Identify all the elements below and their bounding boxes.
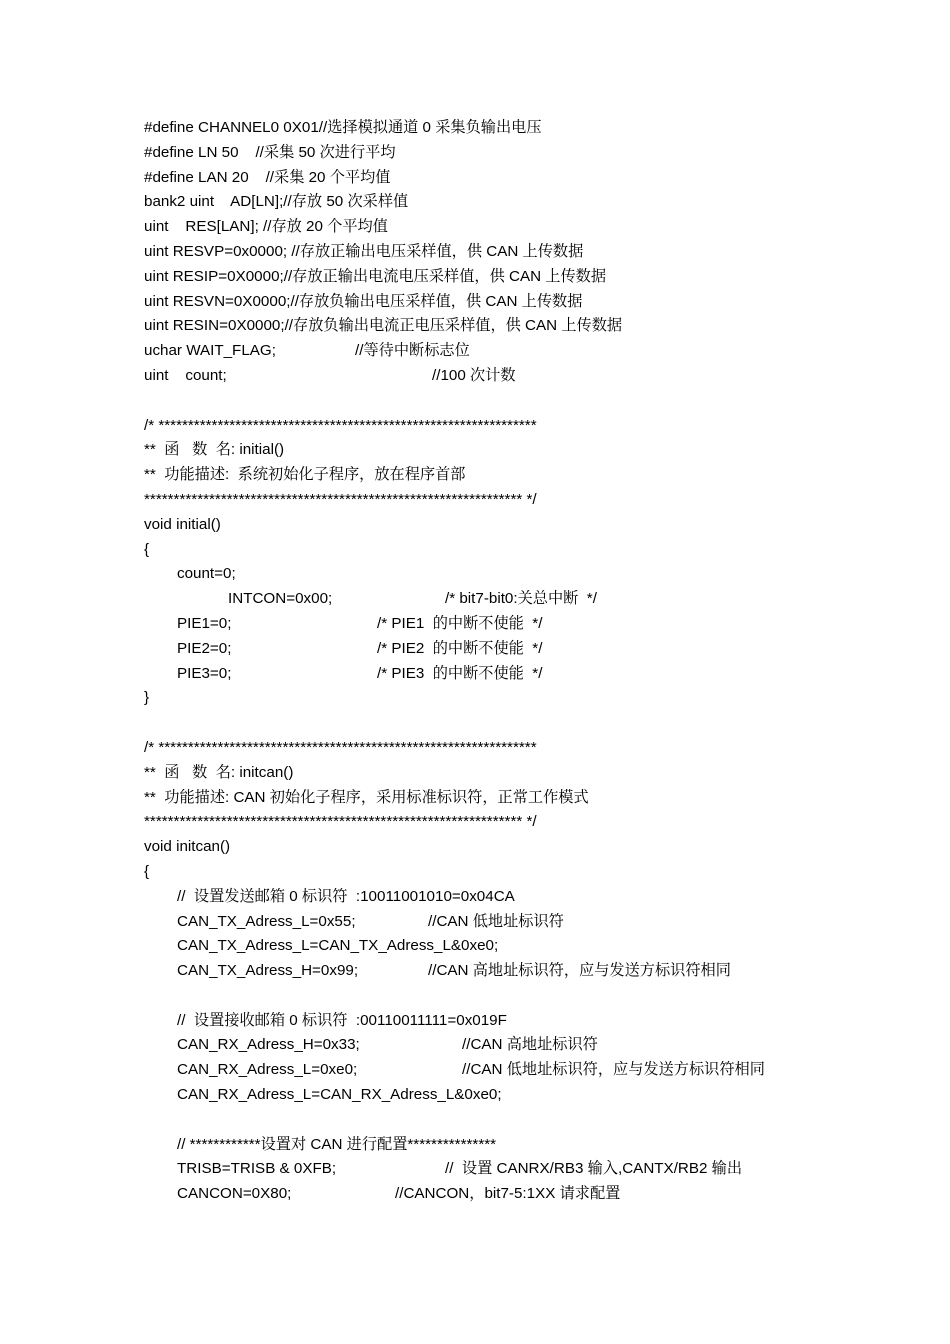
code-line — [144, 265, 924, 290]
code-line — [144, 885, 924, 910]
code-line — [144, 562, 924, 587]
code-line — [144, 1133, 924, 1158]
code-line — [144, 810, 924, 835]
code-text: CAN_TX_Adress_H=0x99; — [177, 962, 359, 980]
code-line — [144, 463, 924, 488]
code-line — [144, 711, 924, 736]
code-line — [144, 637, 924, 662]
code-comment: //CAN 高地址标识符 — [462, 1036, 598, 1054]
code-comment: //CANCON，bit7-5:1XX 请求配置 — [395, 1185, 621, 1203]
code-text: CAN_TX_Adress_L=0x55; — [177, 912, 356, 930]
code-text: #define LN 50 //采集 50 次进行平均 — [144, 143, 396, 161]
code-text: uint count; — [144, 366, 227, 384]
code-text: // 设置发送邮箱 0 标识符 :10011001010=0x04CA — [177, 887, 515, 905]
code-line — [144, 339, 924, 364]
code-comment: //CAN 高地址标识符，应与发送方标识符相同 — [428, 962, 731, 980]
code-line — [144, 488, 924, 513]
code-text: PIE3=0; — [177, 664, 232, 682]
code-text: CAN_TX_Adress_L=CAN_TX_Adress_L&0xe0; — [177, 937, 499, 955]
code-line — [144, 190, 924, 215]
code-text: uint RES[LAN]; //存放 20 个平均值 — [144, 218, 388, 236]
code-line — [144, 141, 924, 166]
code-comment: //CAN 低地址标识符 — [428, 912, 564, 930]
code-text: CAN_RX_Adress_L=CAN_RX_Adress_L&0xe0; — [177, 1086, 502, 1104]
code-line — [144, 290, 924, 315]
code-comment: /* PIE1 的中断不使能 */ — [377, 614, 543, 632]
code-comment: //100 次计数 — [432, 366, 516, 384]
code-text: uint RESIN=0X0000;//存放负输出电流正电压采样值，供 CAN 上传数据 — [144, 317, 623, 335]
code-line — [144, 860, 924, 885]
code-line — [144, 736, 924, 761]
code-text: /* **************************************************************** — [144, 416, 537, 434]
code-text: ** 函 数 名: initial() — [144, 441, 285, 459]
code-text: #define CHANNEL0 0X01//选择模拟通道 0 采集负输出电压 — [144, 119, 542, 136]
code-text: { — [144, 540, 150, 558]
code-text: #define LAN 20 //采集 20 个平均值 — [144, 168, 391, 186]
code-line — [144, 1182, 924, 1207]
code-line — [144, 1157, 924, 1182]
code-line — [144, 166, 924, 191]
code-text: /* **************************************************************** — [144, 738, 537, 756]
code-line — [144, 438, 924, 463]
code-comment: //等待中断标志位 — [355, 342, 470, 360]
code-line — [144, 240, 924, 265]
code-text: PIE1=0; — [177, 614, 232, 632]
code-line — [144, 116, 924, 141]
code-line — [144, 513, 924, 538]
code-line — [144, 910, 924, 935]
code-line — [144, 959, 924, 984]
code-text: **************************************************************** */ — [144, 813, 537, 831]
code-text: void initial() — [144, 515, 221, 533]
code-line — [144, 1083, 924, 1108]
code-text: void initcan() — [144, 838, 231, 856]
code-text: ** 功能描述: CAN 初始化子程序，采用标准标识符，正常工作模式 — [144, 788, 589, 806]
code-line — [144, 389, 924, 414]
code-line — [144, 612, 924, 637]
code-text: bank2 uint AD[LN];//存放 50 次采样值 — [144, 193, 409, 211]
code-text: INTCON=0x00; — [228, 590, 333, 608]
code-text: PIE2=0; — [177, 639, 232, 657]
code-text: uchar WAIT_FLAG; — [144, 342, 276, 360]
code-comment: //CAN 低地址标识符，应与发送方标识符相同 — [462, 1061, 765, 1079]
code-line — [144, 1058, 924, 1083]
code-text: { — [144, 862, 150, 880]
code-line — [144, 786, 924, 811]
code-text: } — [144, 689, 150, 707]
code-text: uint RESIP=0X0000;//存放正输出电流电压采样值，供 CAN 上传数据 — [144, 267, 607, 285]
code-line — [144, 984, 924, 1009]
code-text: count=0; — [177, 565, 236, 583]
code-line — [144, 587, 924, 612]
code-line — [144, 662, 924, 687]
code-text: CAN_RX_Adress_L=0xe0; — [177, 1061, 358, 1079]
code-text: **************************************************************** */ — [144, 490, 537, 508]
code-line — [144, 761, 924, 786]
code-text: ** 功能描述: 系统初始化子程序，放在程序首部 — [144, 466, 466, 484]
code-text: TRISB=TRISB & 0XFB; — [177, 1160, 337, 1178]
code-line — [144, 835, 924, 860]
code-listing — [144, 116, 924, 1207]
code-text: CANCON=0X80; — [177, 1185, 292, 1203]
code-text: // 设置接收邮箱 0 标识符 :00110011111=0x019F — [177, 1011, 507, 1029]
code-line — [144, 314, 924, 339]
code-comment: /* PIE2 的中断不使能 */ — [377, 639, 543, 657]
code-text: uint RESVN=0X0000;//存放负输出电压采样值，供 CAN 上传数据 — [144, 292, 583, 310]
code-text: // ************设置对 CAN 进行配置*************** — [177, 1135, 497, 1153]
code-line — [144, 414, 924, 439]
code-line — [144, 215, 924, 240]
code-line — [144, 364, 924, 389]
code-comment: /* bit7-bit0:关总中断 */ — [445, 590, 597, 608]
code-text: uint RESVP=0x0000; //存放正输出电压采样值，供 CAN 上传数据 — [144, 242, 584, 260]
code-text: CAN_RX_Adress_H=0x33; — [177, 1036, 360, 1054]
code-line — [144, 1033, 924, 1058]
code-comment: // 设置 CANRX/RB3 输入,CANTX/RB2 输出 — [445, 1160, 743, 1178]
code-line — [144, 686, 924, 711]
code-line — [144, 538, 924, 563]
code-text: ** 函 数 名: initcan() — [144, 763, 294, 781]
code-comment: /* PIE3 的中断不使能 */ — [377, 664, 543, 682]
code-line — [144, 934, 924, 959]
code-line — [144, 1009, 924, 1034]
code-line — [144, 1108, 924, 1133]
